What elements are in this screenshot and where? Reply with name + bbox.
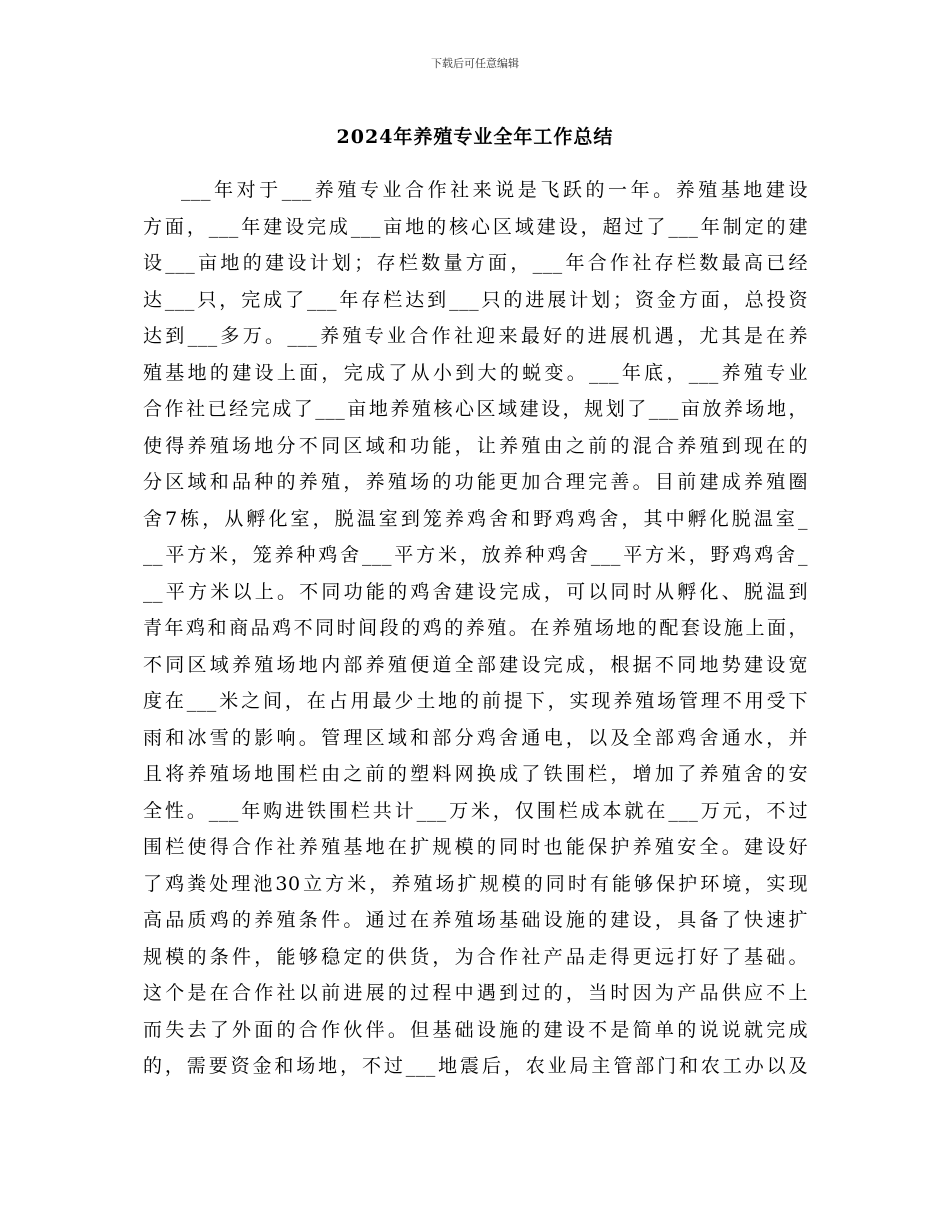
body-line: 且将养殖场地围栏由之前的塑料网换成了铁围栏，增加了养殖舍的安 <box>143 763 808 785</box>
body-line: 使得养殖场地分不同区域和功能，让养殖由之前的混合养殖到现在的 <box>143 434 808 457</box>
body-line: 分区域和品种的养殖，养殖场的功能更加合理完善。目前建成养殖圈 <box>143 471 808 493</box>
document-body <box>143 172 808 1085</box>
body-line: 而失去了外面的合作伙伴。但基础设施的建设不是简单的说说就完成 <box>143 1018 808 1041</box>
body-line: 达到___多万。___养殖专业合作社迎来最好的进展机遇，尤其是在养 <box>143 325 808 347</box>
body-line: 不同区域养殖场地内部养殖便道全部建设完成，根据不同地势建设宽 <box>143 653 808 676</box>
body-line: 方面，___年建设完成___亩地的核心区域建设，超过了___年制定的建 <box>143 215 808 238</box>
body-line: 青年鸡和商品鸡不同时间段的鸡的养殖。在养殖场地的配套设施上面， <box>143 617 808 639</box>
body-line: 全性。___年购进铁围栏共计___万米，仅围栏成本就在___万元，不过 <box>143 799 808 822</box>
body-line: 雨和冰雪的影响。管理区域和部分鸡舍通电，以及全部鸡舍通水，并 <box>143 726 808 749</box>
body-line: __平方米以上。不同功能的鸡舍建设完成，可以同时从孵化、脱温到 <box>143 580 808 603</box>
page-header-note: 下载后可任意编辑 <box>431 57 519 70</box>
body-line: 设___亩地的建设计划；存栏数量方面，___年合作社存栏数最高已经 <box>143 252 808 274</box>
body-line: 这个是在合作社以前进展的过程中遇到过的，当时因为产品供应不上 <box>143 982 808 1004</box>
body-line: 达___只，完成了___年存栏达到___只的进展计划；资金方面，总投资 <box>143 288 808 311</box>
body-line: 度在___米之间，在占用最少土地的前提下，实现养殖场管理不用受下 <box>143 690 808 712</box>
body-line: ___年对于___养殖专业合作社来说是飞跃的一年。养殖基地建设 <box>181 179 808 201</box>
body-line: 舍7栋，从孵化室，脱温室到笼养鸡舍和野鸡鸡舍，其中孵化脱温室_ <box>143 507 808 530</box>
body-line: 合作社已经完成了___亩地养殖核心区域建设，规划了___亩放养场地， <box>143 398 808 420</box>
body-line: 的，需要资金和场地，不过___地震后，农业局主管部门和农工办以及 <box>143 1055 808 1077</box>
body-line: 殖基地的建设上面，完成了从小到大的蜕变。___年底，___养殖专业 <box>143 361 808 384</box>
document-title: 2024年养殖专业全年工作总结 <box>336 126 614 148</box>
body-line: 围栏使得合作社养殖基地在扩规模的同时也能保护养殖安全。建设好 <box>143 836 808 858</box>
body-line: 规模的条件，能够稳定的供货，为合作社产品走得更远打好了基础。 <box>143 945 808 968</box>
body-line: 高品质鸡的养殖条件。通过在养殖场基础设施的建设，具备了快速扩 <box>143 909 808 931</box>
body-line: __平方米，笼养种鸡舍___平方米，放养种鸡舍___平方米，野鸡鸡舍_ <box>143 544 808 566</box>
body-line: 了鸡粪处理池30立方米，养殖场扩规模的同时有能够保护环境，实现 <box>143 872 808 895</box>
